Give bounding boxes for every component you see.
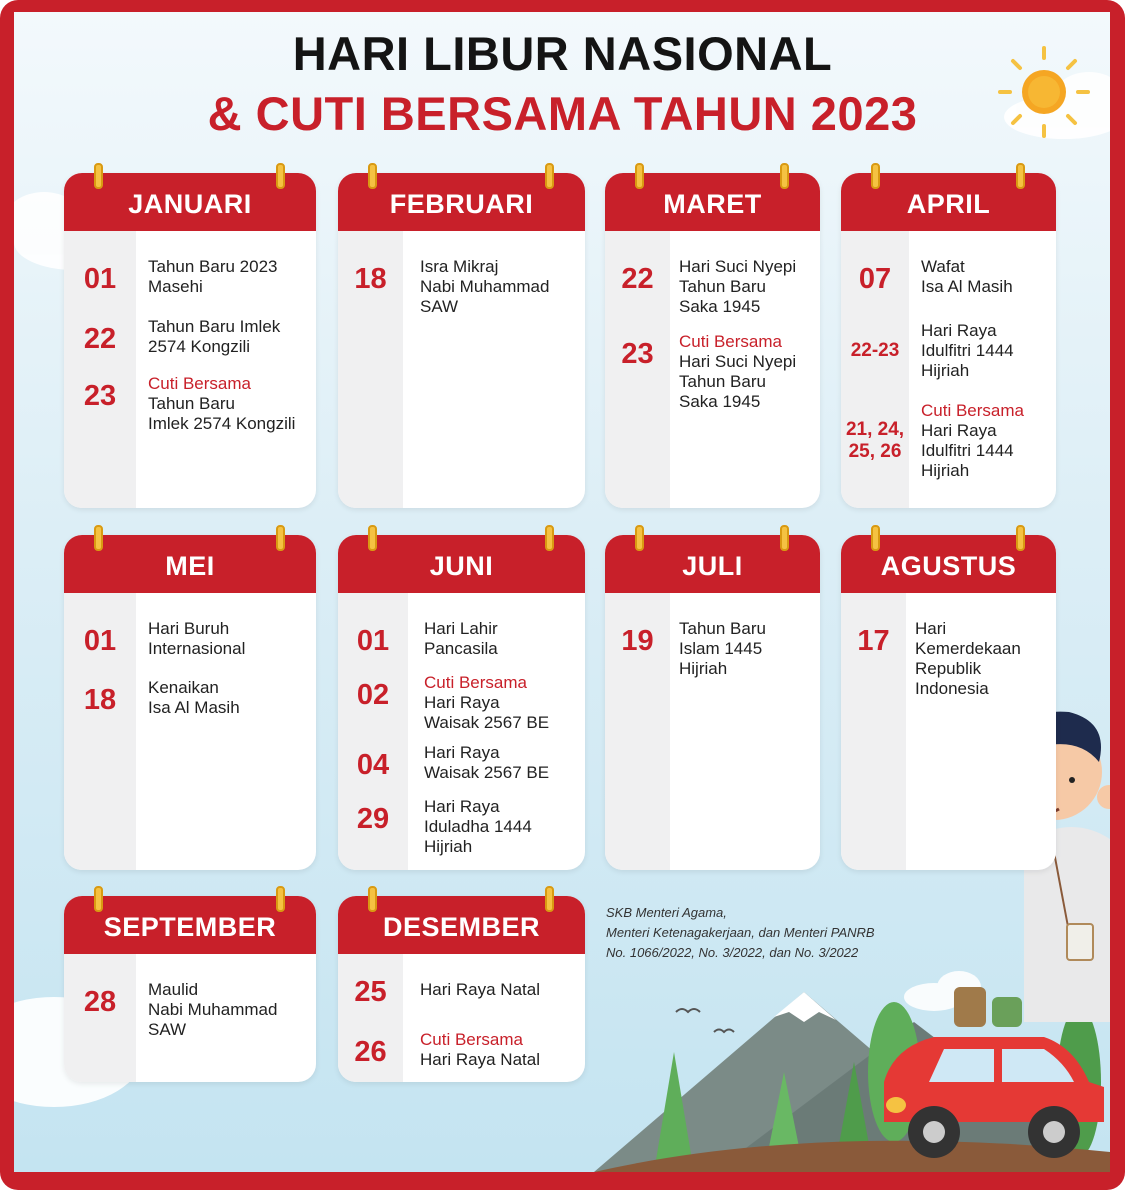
- holiday-name: [148, 619, 245, 659]
- holiday-date: 23: [83, 380, 117, 412]
- calendar-pin-icon: [368, 886, 377, 912]
- holiday-name: [148, 257, 278, 297]
- holiday-name: [921, 401, 1024, 481]
- holiday-name-line: Hari: [915, 619, 947, 638]
- month-header: JULI: [605, 535, 820, 593]
- holiday-name: [148, 980, 277, 1040]
- cuti-bersama-label: Cuti Bersama: [420, 1030, 523, 1049]
- month-header: SEPTEMBER: [64, 896, 316, 954]
- holiday-name-line: Tahun Baru Imlek: [148, 317, 281, 336]
- holiday-name-line: Hari Buruh: [148, 619, 230, 638]
- calendar-pin-icon: [871, 525, 880, 551]
- holiday-name: [679, 619, 766, 679]
- holiday-date: 17: [857, 625, 890, 657]
- holiday-name: [420, 980, 540, 1000]
- holiday-name-line: Imlek 2574 Kongzili: [148, 414, 296, 433]
- holiday-date: 25: [354, 976, 387, 1008]
- holiday-name: [424, 743, 549, 783]
- holiday-date: 04: [356, 749, 390, 781]
- month-card-januari: [64, 173, 316, 508]
- holiday-name-line: Hari Raya: [424, 743, 500, 762]
- holiday-name-line: Hari Suci Nyepi: [679, 257, 797, 276]
- holiday-date: 01: [83, 625, 117, 657]
- month-card-februari: [338, 173, 585, 508]
- holiday-name-line: Hari Raya: [921, 421, 997, 440]
- calendar-pin-icon: [545, 525, 554, 551]
- holiday-date: 02: [356, 679, 390, 711]
- calendar-pin-icon: [94, 886, 103, 912]
- footnote-line: SKB Menteri Agama,: [606, 905, 727, 920]
- cuti-bersama-label: Cuti Bersama: [679, 332, 782, 351]
- holiday-date: 18: [354, 263, 387, 295]
- calendar-pin-icon: [368, 525, 377, 551]
- holiday-date: 29: [356, 803, 390, 835]
- holiday-name-line: Tahun Baru 2023: [148, 257, 278, 276]
- holiday-name-line: Hari Raya: [921, 321, 997, 340]
- holiday-date: 22: [83, 323, 117, 355]
- holiday-date: 22: [621, 263, 654, 295]
- calendar-pin-icon: [871, 163, 880, 189]
- holiday-date: 01: [356, 625, 390, 657]
- holiday-name: [424, 619, 498, 659]
- holiday-name-line: Idulfitri 1444: [921, 341, 1014, 360]
- holiday-name-line: Hari Raya Natal: [420, 1050, 540, 1069]
- footnote-line: No. 1066/2022, No. 3/2022, dan No. 3/2022: [606, 945, 859, 960]
- calendar-pin-icon: [635, 163, 644, 189]
- holiday-name: [679, 332, 796, 412]
- holiday-name-line: Waisak 2567 BE: [424, 713, 550, 732]
- calendar-pin-icon: [545, 886, 554, 912]
- cuti-bersama-label: Cuti Bersama: [424, 673, 527, 692]
- holiday-name-line: Maulid: [148, 980, 199, 999]
- holiday-name-line: Wafat: [921, 257, 965, 276]
- month-card-september: [64, 896, 316, 1082]
- month-card-desember: [338, 896, 585, 1082]
- cuti-bersama-label: Cuti Bersama: [921, 401, 1024, 420]
- holiday-name: [921, 257, 1013, 297]
- page-subtitle: & CUTI BERSAMA TAHUN 2023: [207, 87, 918, 140]
- holiday-name-line: Tahun Baru: [679, 277, 766, 296]
- holiday-name: [148, 678, 240, 718]
- footnote: [606, 903, 875, 963]
- holiday-name: [921, 321, 1014, 381]
- month-card-agustus: [841, 535, 1056, 870]
- holiday-date: 18: [83, 684, 117, 716]
- month-header: APRIL: [841, 173, 1056, 231]
- month-header: DESEMBER: [338, 896, 585, 954]
- holiday-name-line: Hijriah: [921, 361, 970, 380]
- month-card-juni: [338, 535, 585, 870]
- holiday-name-line: Tahun Baru: [679, 619, 766, 638]
- calendar-pin-icon: [635, 525, 644, 551]
- holiday-name-line: Tahun Baru: [679, 372, 766, 391]
- holiday-name: [679, 257, 796, 317]
- holiday-name-line: Kemerdekaan: [915, 639, 1021, 658]
- month-header: JANUARI: [64, 173, 316, 231]
- holiday-name-line: SAW: [420, 297, 459, 316]
- cuti-bersama-label: Cuti Bersama: [148, 374, 251, 393]
- holiday-name-line: Hari Suci Nyepi: [679, 352, 797, 371]
- calendar-pin-icon: [368, 163, 377, 189]
- month-header: JUNI: [338, 535, 585, 593]
- holiday-date: 22-23: [850, 340, 900, 361]
- holiday-name-line: Waisak 2567 BE: [424, 763, 550, 782]
- holiday-name-line: Hari Raya: [424, 797, 500, 816]
- holiday-name-line: Isa Al Masih: [148, 698, 240, 717]
- holiday-name: [148, 374, 295, 434]
- month-card-juli: [605, 535, 820, 870]
- holiday-name-line: Hari Raya: [424, 693, 500, 712]
- holiday-name-line: Republik: [915, 659, 982, 678]
- holiday-name: [420, 257, 549, 317]
- holiday-name-line: Islam 1445: [679, 639, 763, 658]
- holiday-name-line: Tahun Baru: [148, 394, 235, 413]
- month-header: FEBRUARI: [338, 173, 585, 231]
- footnote-line: Menteri Ketenagakerjaan, dan Menteri PANRB: [606, 925, 875, 940]
- holiday-name-line: Indonesia: [915, 679, 989, 698]
- month-card-maret: [605, 173, 820, 508]
- holiday-name-line: Hijriah: [921, 461, 970, 480]
- month-header: MARET: [605, 173, 820, 231]
- holiday-date: 23: [621, 338, 654, 370]
- holiday-name-line: Hari Lahir: [424, 619, 498, 638]
- holiday-name: [915, 619, 1021, 699]
- calendar-pin-icon: [1016, 163, 1025, 189]
- bird-icon: [676, 1009, 734, 1032]
- holiday-name-line: Saka 1945: [679, 392, 761, 411]
- holiday-name-line: Kenaikan: [148, 678, 219, 697]
- calendar-pin-icon: [1016, 525, 1025, 551]
- holiday-name-line: Idulfitri 1444: [921, 441, 1014, 460]
- holiday-name-line: Isa Al Masih: [921, 277, 1013, 296]
- calendar-pin-icon: [276, 525, 285, 551]
- holiday-name-line: Masehi: [148, 277, 203, 296]
- holiday-name-line: SAW: [148, 1020, 187, 1039]
- holiday-name-line: Nabi Muhammad: [148, 1000, 278, 1019]
- holiday-name-line: Hari Raya Natal: [420, 980, 540, 999]
- month-card-april: [841, 173, 1056, 508]
- calendar-pin-icon: [780, 163, 789, 189]
- holiday-name: [420, 1030, 540, 1070]
- page-title: HARI LIBUR NASIONAL: [292, 27, 833, 80]
- holiday-name-line: Iduladha 1444: [424, 817, 532, 836]
- month-header: AGUSTUS: [841, 535, 1056, 593]
- holiday-name: [424, 673, 549, 733]
- holiday-name: [424, 797, 532, 857]
- holiday-date: 26: [354, 1036, 387, 1068]
- holiday-name-line: Internasional: [148, 639, 246, 658]
- calendar-pin-icon: [276, 163, 285, 189]
- holiday-name-line: Pancasila: [424, 639, 498, 658]
- holiday-name-line: 2574 Kongzili: [148, 337, 251, 356]
- holiday-name-line: Hijriah: [424, 837, 473, 856]
- holiday-name-line: Saka 1945: [679, 297, 761, 316]
- holiday-name-line: Isra Mikraj: [420, 257, 499, 276]
- holiday-date: 19: [621, 625, 654, 657]
- holiday-date: 01: [83, 263, 117, 295]
- month-header: MEI: [64, 535, 316, 593]
- calendar-pin-icon: [780, 525, 789, 551]
- holiday-date: 21, 24, 25, 26: [845, 419, 905, 462]
- holiday-date: 07: [858, 263, 892, 295]
- holiday-name: [148, 317, 280, 357]
- calendar-pin-icon: [276, 886, 285, 912]
- calendar-pin-icon: [545, 163, 554, 189]
- holiday-name-line: Nabi Muhammad: [420, 277, 550, 296]
- holiday-date: 28: [83, 986, 117, 1018]
- calendar-pin-icon: [94, 525, 103, 551]
- holiday-name-line: Hijriah: [679, 659, 728, 678]
- month-card-mei: [64, 535, 316, 870]
- calendar-pin-icon: [94, 163, 103, 189]
